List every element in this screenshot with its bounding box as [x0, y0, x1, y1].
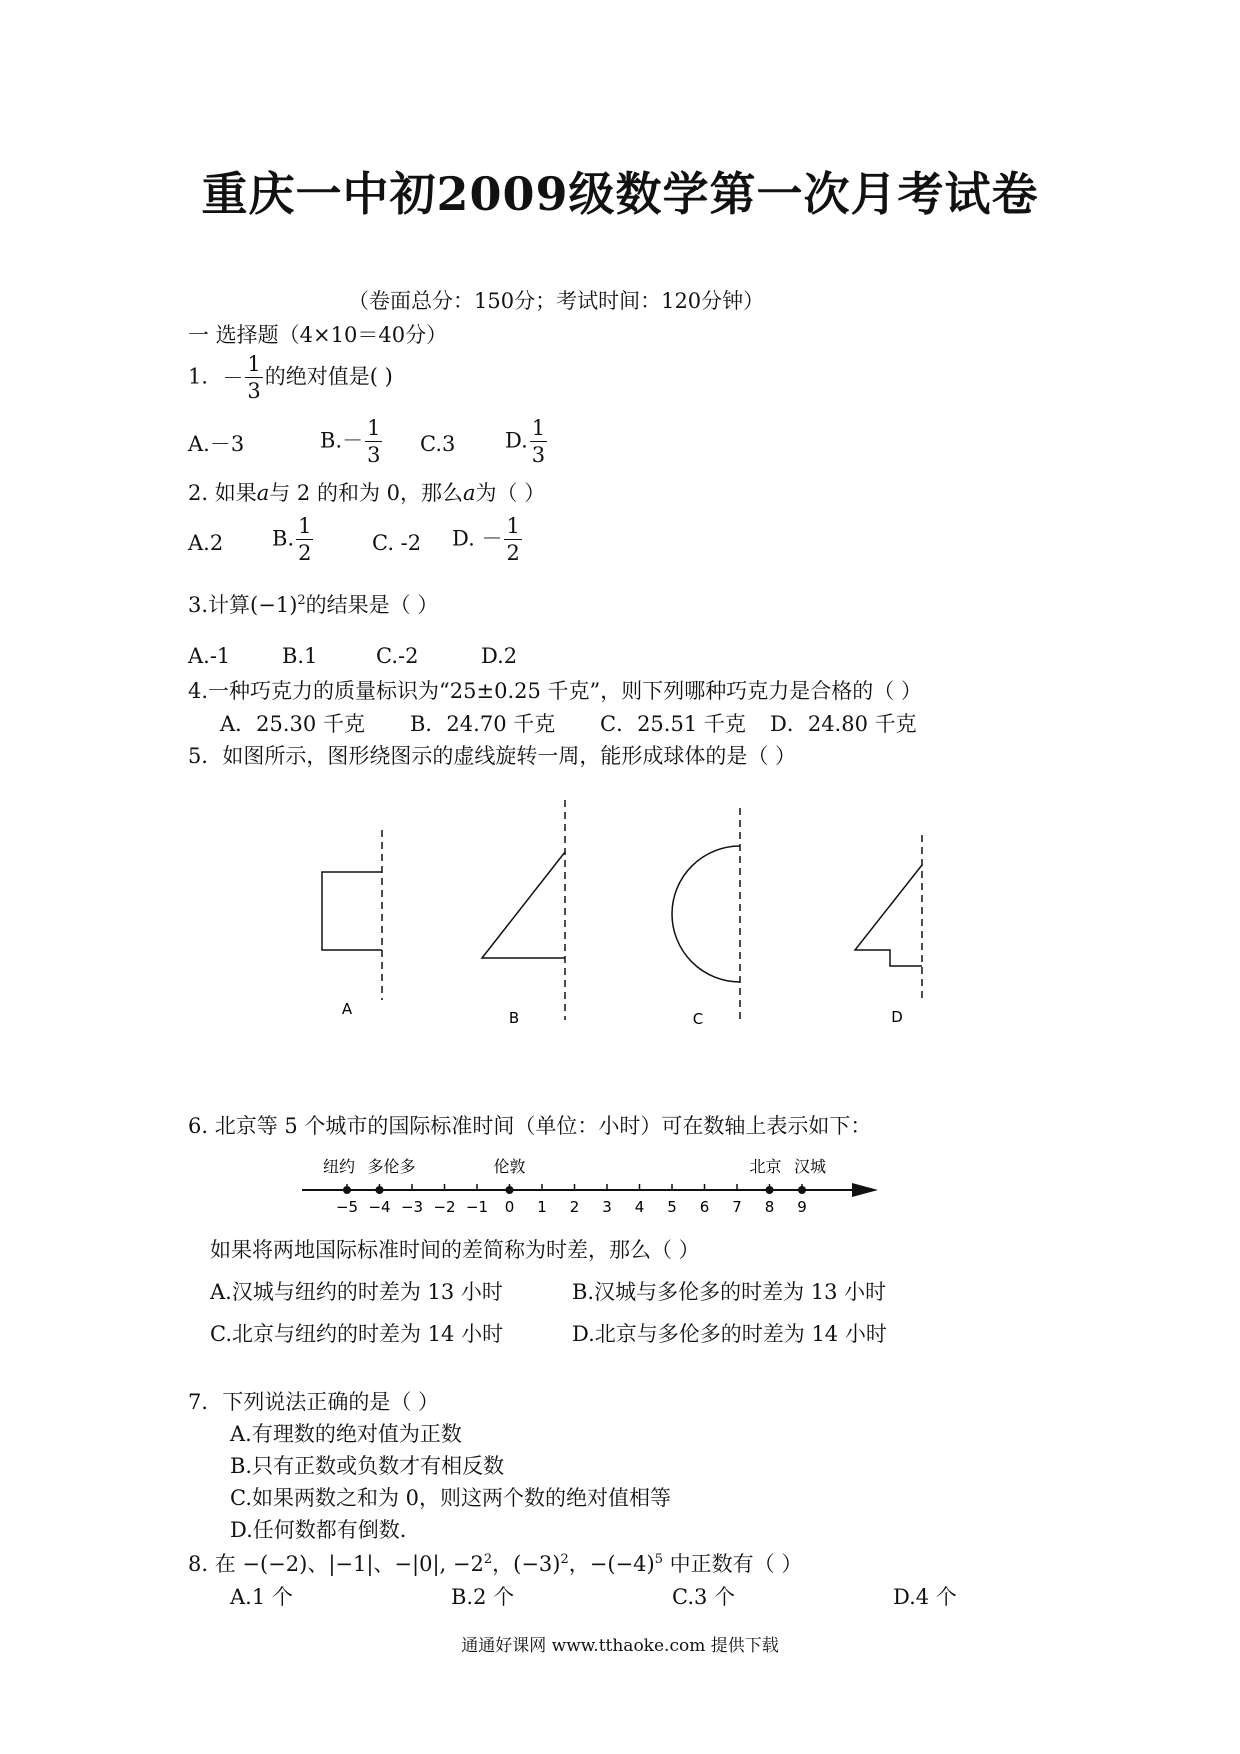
q4-option-c: C．25.51 千克 [600, 712, 746, 736]
number-line-tick-label: 4 [634, 1198, 645, 1216]
q8-option-b: B.2 个 [451, 1585, 515, 1609]
q2-text-1: 2. 如果 [188, 481, 257, 505]
q8-text-1: 8. 在 −(−2)、|−1|、−|0|, −2 [188, 1552, 484, 1576]
q1-numerator: 1 [247, 352, 261, 376]
footer-source: 通通好课网 www.tthaoke.com 提供下载 [461, 1636, 779, 1656]
q2-option-b [272, 516, 315, 564]
q8-text-3: ，−(−4) [568, 1552, 655, 1576]
question-6: 6. 北京等 5 个城市的国际标准时间（单位：小时）可在数轴上表示如下： [188, 1114, 872, 1138]
question-3 [188, 592, 438, 618]
q2-d-numerator: 1 [506, 514, 520, 538]
exam-info: （卷面总分：150分；考试时间：120分钟） [348, 289, 765, 313]
q3-option-c: C.-2 [376, 644, 419, 668]
q8-exponent-3: 5 [654, 1552, 663, 1567]
q6-option-a: A.汉城与纽约的时差为 13 小时 [210, 1280, 503, 1304]
q4-option-d: D．24.80 千克 [770, 712, 917, 736]
q1-d-numerator: 1 [531, 416, 546, 440]
q8-option-c: C.3 个 [672, 1585, 736, 1609]
city-label: 多伦多 [367, 1157, 416, 1176]
q8-exponent-1: 2 [483, 1552, 493, 1567]
q2-text-2: 与 2 的和为 0，那么 [269, 481, 463, 505]
q2-d-prefix: D. － [452, 526, 503, 551]
q2-option-c: C. -2 [372, 531, 422, 555]
question-4: 4.一种巧克力的质量标识为“25±0.25 千克”，则下列哪种巧克力是合格的（ ） [188, 679, 922, 703]
q1-denominator: 3 [247, 379, 261, 403]
number-line-tick-label: 8 [764, 1198, 775, 1216]
q1-b-fraction [365, 418, 382, 466]
city-label: 伦敦 [493, 1157, 526, 1176]
q6-option-c: C.北京与纽约的时差为 14 小时 [210, 1322, 504, 1346]
page-title: 重庆一中初2009级数学第一次月考试卷 [201, 167, 1039, 221]
q8-exponent-2: 2 [560, 1552, 569, 1567]
q2-var-a-2: a [463, 481, 476, 505]
q3-option-b: B.1 [282, 644, 318, 668]
figure-c [672, 808, 740, 1020]
q1-number: 1． [188, 364, 223, 389]
q4-option-b: B．24.70 千克 [410, 712, 556, 736]
question-5: 5．如图所示，图形绕图示的虚线旋转一周，能形成球体的是（ ） [188, 744, 797, 768]
q7-option-a: A.有理数的绝对值为正数 [230, 1422, 462, 1446]
number-line-ticks [336, 1184, 807, 1216]
number-line-tick-label: −3 [400, 1198, 424, 1216]
q1-option-c: C.3 [420, 432, 456, 456]
q3-expression: (−1) [250, 593, 298, 617]
number-line-arrow [852, 1183, 878, 1197]
city-point [343, 1186, 351, 1194]
city-point [376, 1186, 384, 1194]
rotation-figures [0, 790, 1240, 1050]
city-point [798, 1186, 806, 1194]
q3-exponent: 2 [297, 593, 306, 608]
q6-option-b: B.汉城与多伦多的时差为 13 小时 [572, 1280, 887, 1304]
question-1 [188, 354, 393, 402]
q8-option-a: A.1 个 [230, 1585, 293, 1609]
q8-text-2: ，(−3) [492, 1552, 561, 1576]
q1-b-prefix: B.－ [320, 428, 364, 453]
number-line-tick-label: 2 [569, 1198, 580, 1216]
figure-d-label: D [891, 1008, 903, 1026]
figure-b-label: B [508, 1009, 520, 1027]
q2-text-3: 为（ ） [475, 481, 546, 505]
city-label: 纽约 [322, 1157, 356, 1176]
q3-text-2: 的结果是（ ） [305, 593, 439, 617]
number-line-tick-label: 9 [797, 1198, 807, 1216]
q3-option-a: A.-1 [188, 644, 231, 668]
q3-option-d: D.2 [481, 644, 518, 668]
q4-option-a: A．25.30 千克 [220, 712, 365, 736]
number-line-tick-label: 6 [699, 1198, 710, 1216]
question-2 [188, 480, 545, 506]
q2-d-denominator: 2 [506, 541, 520, 565]
figure-a-label: A [341, 1000, 353, 1018]
number-line-tick-label: 7 [732, 1198, 742, 1216]
q7-option-c: C.如果两数之和为 0，则这两个数的绝对值相等 [230, 1486, 672, 1510]
q1-fraction [245, 354, 262, 402]
q1-d-prefix: D. [505, 428, 528, 453]
q2-option-d [452, 516, 524, 564]
figure-b-triangle [482, 852, 565, 958]
q2-option-a: A.2 [188, 531, 224, 555]
number-line-tick-label: 0 [504, 1198, 515, 1216]
q8-option-d: D.4 个 [893, 1585, 957, 1609]
figure-b [482, 800, 565, 1020]
q1-b-numerator: 1 [367, 416, 381, 440]
number-line-tick-label: 1 [537, 1198, 547, 1216]
q6-option-d: D.北京与多伦多的时差为 14 小时 [572, 1322, 887, 1346]
number-line-tick-label: 3 [602, 1198, 612, 1216]
q1-option-d [505, 418, 549, 466]
q1-option-b [320, 418, 384, 466]
number-line-tick-label: −4 [368, 1198, 391, 1216]
number-line [0, 1145, 1240, 1225]
q2-var-a: a [256, 481, 270, 505]
q2-b-prefix: B. [272, 526, 295, 551]
figure-d [855, 835, 922, 1000]
question-8 [188, 1551, 802, 1577]
city-point [766, 1186, 774, 1194]
q2-b-numerator: 1 [298, 514, 312, 538]
q8-text-4: 中正数有（ ） [663, 1552, 803, 1576]
q1-b-denominator: 3 [367, 443, 381, 467]
q1-stem: 的绝对值是( ) [264, 364, 393, 389]
figure-a-rectangle [322, 872, 382, 950]
q1-option-a: A.－3 [188, 432, 245, 456]
figure-c-label: C [692, 1010, 704, 1028]
q1-minus: － [222, 366, 244, 390]
number-line-tick-label: −5 [335, 1198, 359, 1216]
question-7: 7．下列说法正确的是（ ） [188, 1390, 440, 1414]
section-heading: 一 选择题（4×10＝40分） [188, 323, 448, 347]
city-label: 汉城 [793, 1157, 827, 1176]
q2-b-fraction [296, 516, 313, 564]
q1-d-fraction [530, 418, 547, 466]
number-line-tick-label: −1 [465, 1198, 489, 1216]
q7-option-b: B.只有正数或负数才有相反数 [230, 1454, 505, 1478]
q2-d-fraction [504, 516, 521, 564]
figure-a [322, 830, 382, 1000]
city-label: 北京 [749, 1157, 782, 1176]
figure-c-semicircle [672, 846, 740, 982]
q3-text-1: 3.计算 [188, 593, 251, 617]
q6-stem: 如果将两地国际标准时间的差简称为时差，那么（ ） [210, 1238, 700, 1262]
number-line-tick-label: −2 [433, 1198, 456, 1216]
q7-option-d: D.任何数都有倒数. [230, 1518, 407, 1542]
figure-d-polygon [855, 865, 922, 966]
q1-d-denominator: 3 [531, 443, 546, 467]
number-line-tick-label: 5 [667, 1198, 677, 1216]
city-point [506, 1186, 514, 1194]
q2-b-denominator: 2 [298, 541, 312, 565]
